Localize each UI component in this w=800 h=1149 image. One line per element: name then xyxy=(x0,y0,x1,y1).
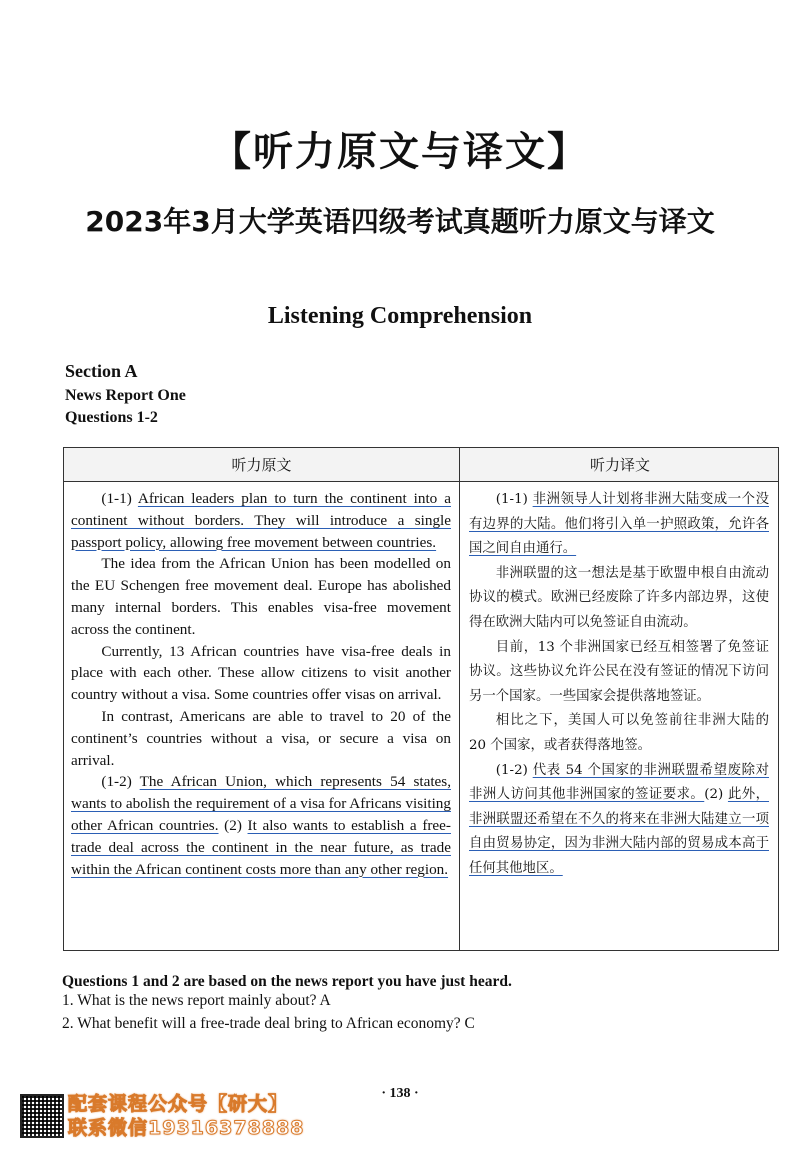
paragraph-marker: (2) xyxy=(704,787,728,803)
page-subtitle: 2023年3月大学英语四级考试真题听力原文与译文 xyxy=(85,205,715,238)
original-text-header: 听力原文 xyxy=(231,456,292,474)
questions-range-label: Questions 1-2 xyxy=(65,409,158,426)
promo-line: 配套课程公众号【研大】 xyxy=(68,1093,289,1115)
underlined-answer-text: 代表 54 个国家的非洲联盟希望废除对非洲人访问其他非洲国家的签证要求。 xyxy=(469,762,769,803)
listening-comprehension-heading: Listening Comprehension xyxy=(267,303,533,329)
paragraph-text: 相比之下，美国人可以免签前往非洲大陆的 20 个国家，或者获得落地签。 xyxy=(469,713,769,753)
underlined-answer-text: African leaders plan to turn the continent into a continent without borders. They will introduce a single passport policy, allowing free movement between countries. xyxy=(71,490,451,551)
chinese-paragraph xyxy=(469,759,769,882)
chinese-paragraph xyxy=(469,636,769,710)
paragraph-text: 非洲联盟的这一想法是基于欧盟申根自由流动协议的模式。欧洲已经废除了许多内部边界，这使得在欧洲大陆内可以免签证自由流动。 xyxy=(469,565,769,630)
underlined-answer-text: The African Union, which represents 54 states, wants to abolish the requirement of a visa for Africans visiting other African countries. xyxy=(71,773,451,834)
questions-intro: Questions 1 and 2 are based on the news report you have just heard. xyxy=(62,973,512,990)
table-header-row xyxy=(64,448,778,482)
underlined-answer-text: 此外，非洲联盟还希望在不久的将来在非洲大陆建立一项自由贸易协定，因为非洲大陆内部的贸易成本高于任何其他地区。 xyxy=(469,787,770,876)
english-paragraph xyxy=(71,488,451,553)
transcript-table xyxy=(63,447,779,951)
english-paragraph xyxy=(71,641,451,706)
paragraph-marker: (2) xyxy=(218,816,248,834)
question-item: 1. What is the news report mainly about? A xyxy=(62,992,331,1009)
paragraph-marker: (1-2) xyxy=(101,773,140,791)
paragraph-marker: (1-1) xyxy=(101,490,138,507)
chinese-paragraph xyxy=(469,562,769,636)
page-main-title: 【听力原文与译文】 xyxy=(211,129,589,175)
paragraph-marker: (1-1) xyxy=(495,492,533,507)
paragraph-text: In contrast, Americans are able to travel to 20 of the continent’s countries without a visa, or secure a visa on arrival. xyxy=(71,707,451,769)
english-paragraph xyxy=(71,771,451,880)
english-paragraph xyxy=(71,706,451,771)
paragraph-text: Currently, 13 African countries have visa-free deals in place with each other. These allow citizens to visit another country without a visa. Some countries offer visas on arrival. xyxy=(71,642,451,704)
underlined-answer-text: 非洲领导人计划将非洲大陆变成一个没有边界的大陆。他们将引入单一护照政策，允许各国之间自由通行。 xyxy=(469,492,769,557)
page-number: · 138 · xyxy=(381,1086,419,1101)
paragraph-text: 目前，13 个非洲国家已经互相签署了免签证协议。这些协议允许公民在没有签证的情况下访问另一个国家。一些国家会提供落地签证。 xyxy=(469,639,769,704)
news-report-label: News Report One xyxy=(65,387,186,404)
underlined-answer-text: It also wants to establish a free-trade deal across the continent in the near future, as trade within the African continent costs more than any other region. xyxy=(71,816,451,878)
qr-code-icon xyxy=(20,1094,64,1138)
paragraph-marker: (1-2) xyxy=(495,762,533,778)
section-label: Section A xyxy=(65,361,138,381)
promo-watermark xyxy=(68,1092,304,1140)
chinese-translation xyxy=(469,488,769,882)
chinese-paragraph xyxy=(469,488,769,562)
translation-header: 听力译文 xyxy=(589,456,650,474)
english-paragraph xyxy=(71,553,451,640)
promo-line: 联系微信19316378888 xyxy=(68,1117,305,1139)
english-transcript xyxy=(71,488,451,880)
question-item: 2. What benefit will a free-trade deal bring to African economy? C xyxy=(62,1015,475,1032)
chinese-paragraph xyxy=(469,709,769,758)
paragraph-text: The idea from the African Union has been modelled on the EU Schengen free movement deal. Europe has abolished many internal borders. This enables visa-free movement across the continent. xyxy=(71,555,451,638)
column-divider xyxy=(459,448,460,950)
